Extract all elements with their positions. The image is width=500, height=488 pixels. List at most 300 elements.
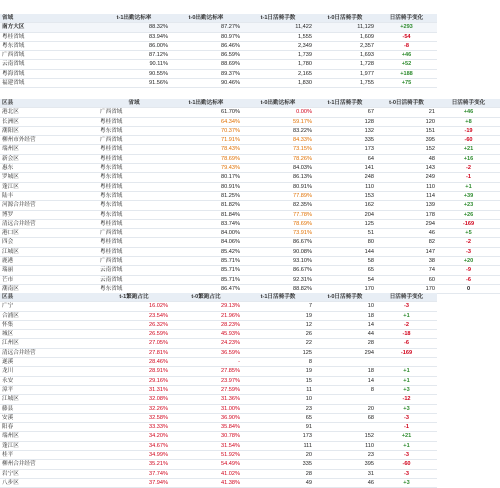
data-cell: 110 — [376, 182, 437, 191]
data-cell: 120 — [376, 117, 437, 126]
district-busy-ratio-header — [0, 293, 437, 302]
data-cell: 395 — [376, 136, 437, 145]
row-label-cell: 粤海省域 — [0, 69, 98, 78]
table-row[interactable] — [0, 32, 437, 41]
column-header[interactable]: 省域 — [98, 99, 170, 108]
column-header[interactable]: t-0日活骑手数 — [314, 293, 376, 302]
data-cell: 80.17% — [170, 173, 242, 182]
row-label-cell: 新会区 — [0, 154, 98, 163]
data-cell: 31.31% — [98, 385, 170, 394]
data-cell: 粤东省域 — [98, 164, 170, 173]
row-label-cell: 芒市 — [0, 275, 98, 284]
table-row[interactable] — [0, 210, 500, 219]
table-row[interactable] — [0, 432, 437, 441]
data-cell: 广西省域 — [98, 257, 170, 266]
data-cell: +39 — [437, 191, 500, 200]
data-cell: 110 — [314, 182, 376, 191]
data-cell: +3 — [376, 404, 437, 413]
data-cell: 83.74% — [170, 219, 242, 228]
table-row[interactable] — [0, 182, 500, 191]
column-header[interactable]: t-1日活骑手数 — [314, 99, 376, 108]
row-label-cell: 潮南区 — [0, 284, 98, 293]
data-cell: +293 — [376, 23, 437, 32]
data-cell: -2 — [437, 238, 500, 247]
data-cell: 153 — [314, 191, 376, 200]
data-cell: 0 — [437, 284, 500, 293]
row-label-cell: 永安 — [0, 376, 98, 385]
data-cell: +3 — [376, 385, 437, 394]
data-cell: 30.78% — [170, 432, 242, 441]
table-row[interactable] — [0, 275, 500, 284]
data-cell: 395 — [314, 460, 376, 469]
data-cell: 45.93% — [170, 330, 242, 339]
data-cell: 59.17% — [242, 117, 314, 126]
data-cell: 34.67% — [98, 441, 170, 450]
data-cell: 64.34% — [170, 117, 242, 126]
data-cell: 67 — [314, 108, 376, 117]
data-cell: 31.00% — [170, 404, 242, 413]
data-cell: 广西省域 — [98, 108, 170, 117]
row-label-cell: 清远合并经营 — [0, 348, 98, 357]
column-header[interactable]: 日活骑手变化 — [376, 293, 437, 302]
data-cell: 78.69% — [170, 154, 242, 163]
data-cell: 86.59% — [170, 51, 242, 60]
data-cell: 91 — [242, 423, 314, 432]
data-cell: 87.27% — [170, 23, 242, 32]
row-label-cell: 云南省域 — [0, 60, 98, 69]
data-cell: 36.59% — [170, 348, 242, 357]
data-cell: -3 — [376, 302, 437, 311]
row-label-cell: 端州区 — [0, 432, 98, 441]
data-cell: -60 — [376, 460, 437, 469]
data-cell: 23.97% — [170, 376, 242, 385]
data-cell: 80.91% — [170, 182, 242, 191]
data-cell: 92.31% — [242, 275, 314, 284]
table-row[interactable] — [0, 154, 500, 163]
data-cell: 1,728 — [314, 60, 376, 69]
data-cell: 86.67% — [242, 266, 314, 275]
data-cell: 65 — [314, 266, 376, 275]
data-cell: 8 — [314, 385, 376, 394]
table-row[interactable] — [0, 136, 500, 145]
table-row[interactable] — [0, 348, 437, 357]
data-cell: 170 — [314, 284, 376, 293]
data-cell: 1,780 — [242, 60, 314, 69]
table-row[interactable] — [0, 229, 500, 238]
data-cell: 7 — [242, 302, 314, 311]
data-cell: 88.32% — [98, 23, 170, 32]
data-cell: 粤桂省域 — [98, 219, 170, 228]
data-cell: 80.91% — [242, 182, 314, 191]
data-cell: 粤桂省域 — [98, 247, 170, 256]
data-cell: 26 — [242, 330, 314, 339]
data-cell: 粤桂省域 — [98, 145, 170, 154]
data-cell: +46 — [437, 108, 500, 117]
row-label-cell: 合浦区 — [0, 311, 98, 320]
row-label-cell: 漳平 — [0, 385, 98, 394]
column-header[interactable]: t-1出勤达标率 — [98, 14, 170, 23]
column-header[interactable]: t-1出勤达标率 — [170, 99, 242, 108]
data-cell: 81.25% — [170, 191, 242, 200]
data-cell: 34.20% — [98, 432, 170, 441]
row-label-cell: 蓬江区 — [0, 441, 98, 450]
data-cell: 110 — [314, 441, 376, 450]
column-header[interactable]: t-1繁跑占比 — [98, 293, 170, 302]
table-row[interactable] — [0, 413, 437, 422]
data-cell — [314, 358, 376, 367]
data-cell: 29.16% — [98, 376, 170, 385]
table-row[interactable] — [0, 238, 500, 247]
data-cell: 37.74% — [98, 469, 170, 478]
table-row[interactable] — [0, 311, 437, 320]
column-header[interactable]: t-0繁跑占比 — [170, 293, 242, 302]
column-header[interactable]: t-0日活骑手数 — [376, 99, 437, 108]
data-cell: 85.71% — [170, 275, 242, 284]
data-cell: 85.42% — [170, 247, 242, 256]
data-cell: 41.02% — [170, 469, 242, 478]
data-cell: 93.10% — [242, 257, 314, 266]
data-cell: 81.84% — [170, 210, 242, 219]
data-cell: - — [170, 358, 242, 367]
row-label-cell: 福建省域 — [0, 79, 98, 88]
data-cell: +23 — [437, 201, 500, 210]
data-cell: 90.55% — [98, 69, 170, 78]
data-cell: -9 — [437, 266, 500, 275]
data-cell: -2 — [437, 164, 500, 173]
data-cell: +21 — [437, 145, 500, 154]
data-cell: 27.59% — [170, 385, 242, 394]
data-cell: 广西省域 — [98, 229, 170, 238]
row-label-cell: 阳春 — [0, 423, 98, 432]
data-cell: -18 — [376, 330, 437, 339]
data-cell: 86.46% — [170, 41, 242, 50]
row-label-cell: 南方大区 — [0, 23, 98, 32]
data-cell: 91.56% — [98, 79, 170, 88]
data-cell: 21 — [376, 108, 437, 117]
table-row[interactable] — [0, 164, 500, 173]
data-cell: 33.33% — [98, 423, 170, 432]
data-cell: 125 — [242, 348, 314, 357]
data-cell: 49 — [242, 478, 314, 487]
table-row[interactable] — [0, 191, 500, 200]
data-cell: 28 — [242, 469, 314, 478]
table-row[interactable] — [0, 302, 437, 311]
data-cell: 35.84% — [170, 423, 242, 432]
data-cell: 1,977 — [314, 69, 376, 78]
data-cell: 19 — [242, 367, 314, 376]
table-row[interactable] — [0, 60, 437, 69]
data-cell: 26.32% — [98, 320, 170, 329]
row-label-cell: 陆丰 — [0, 191, 98, 200]
data-cell: 15 — [242, 376, 314, 385]
table-row[interactable] — [0, 478, 437, 487]
data-cell: 8 — [242, 358, 314, 367]
data-cell: 143 — [376, 164, 437, 173]
data-cell: 86.47% — [170, 284, 242, 293]
data-cell: 23 — [242, 404, 314, 413]
row-label-cell: 港北区 — [0, 108, 98, 117]
row-label-cell: 蓬江区 — [0, 182, 98, 191]
data-cell: 335 — [242, 460, 314, 469]
district-busy-ratio-table — [0, 293, 437, 488]
data-cell: 14 — [314, 376, 376, 385]
data-cell — [376, 358, 437, 367]
province-table — [0, 14, 437, 88]
data-cell: 132 — [314, 126, 376, 135]
table-row[interactable] — [0, 257, 500, 266]
data-cell: 10 — [314, 302, 376, 311]
data-cell: 87.12% — [98, 51, 170, 60]
data-cell: 335 — [314, 136, 376, 145]
table-row[interactable] — [0, 385, 437, 394]
column-header[interactable]: t-0日活骑手数 — [314, 14, 376, 23]
data-cell: 51 — [314, 229, 376, 238]
table-row[interactable] — [0, 117, 500, 126]
data-cell: -54 — [376, 32, 437, 41]
data-cell: +1 — [376, 376, 437, 385]
data-cell: 1,830 — [242, 79, 314, 88]
data-cell: 23.54% — [98, 311, 170, 320]
column-header[interactable]: t-1日活骑手数 — [242, 293, 314, 302]
data-cell: 128 — [314, 117, 376, 126]
data-cell: 89.37% — [170, 69, 242, 78]
table-row[interactable] — [0, 247, 500, 256]
data-cell: +26 — [437, 210, 500, 219]
data-cell: +5 — [437, 229, 500, 238]
data-cell: 294 — [376, 219, 437, 228]
column-header[interactable]: t-1日活骑手数 — [242, 14, 314, 23]
data-cell: -19 — [437, 126, 500, 135]
table-row[interactable] — [0, 451, 437, 460]
data-cell: 粤东省域 — [98, 210, 170, 219]
data-cell: 85.71% — [170, 266, 242, 275]
data-cell: 61.70% — [170, 108, 242, 117]
table-row[interactable] — [0, 330, 437, 339]
data-cell: 58 — [314, 257, 376, 266]
data-cell: 21.96% — [170, 311, 242, 320]
table-row[interactable] — [0, 460, 437, 469]
data-cell: 44 — [314, 330, 376, 339]
data-cell: 18 — [314, 367, 376, 376]
column-header[interactable]: 日活骑手变化 — [376, 14, 437, 23]
data-cell: -6 — [376, 339, 437, 348]
table-row[interactable] — [0, 69, 437, 78]
data-cell: -2 — [376, 320, 437, 329]
data-cell: 80 — [314, 238, 376, 247]
data-cell: 170 — [376, 284, 437, 293]
data-cell: +20 — [437, 257, 500, 266]
table-row[interactable] — [0, 79, 437, 88]
table-row[interactable] — [0, 108, 500, 117]
data-cell: 90.08% — [242, 247, 314, 256]
table-row[interactable] — [0, 320, 437, 329]
data-cell: 77.78% — [242, 210, 314, 219]
table-row[interactable] — [0, 339, 437, 348]
table-row[interactable] — [0, 441, 437, 450]
table-row[interactable] — [0, 367, 437, 376]
data-cell: 151 — [376, 126, 437, 135]
row-label-cell: 鹿港 — [0, 257, 98, 266]
data-cell: 173 — [314, 145, 376, 154]
data-cell: +1 — [376, 367, 437, 376]
data-cell: 18 — [314, 311, 376, 320]
data-cell: 84.00% — [170, 229, 242, 238]
data-cell: 80.97% — [170, 32, 242, 41]
data-cell: 31.54% — [170, 441, 242, 450]
data-cell: -8 — [376, 41, 437, 50]
data-cell: -169 — [376, 348, 437, 357]
data-cell: -1 — [376, 423, 437, 432]
data-cell: 73.91% — [242, 229, 314, 238]
column-header[interactable]: t-0出勤达标率 — [242, 99, 314, 108]
data-cell: 71.91% — [170, 136, 242, 145]
data-cell: 35.21% — [98, 460, 170, 469]
data-cell: 粤东省域 — [98, 201, 170, 210]
data-cell: 22 — [242, 339, 314, 348]
data-cell: -3 — [376, 451, 437, 460]
row-label-cell: 博罗 — [0, 210, 98, 219]
column-header[interactable]: 省域 — [0, 14, 98, 23]
table-row[interactable] — [0, 395, 437, 404]
column-header[interactable]: 区县 — [0, 99, 98, 108]
data-cell: 粤桂省域 — [98, 117, 170, 126]
data-cell: -1 — [437, 173, 500, 182]
row-label-cell: 广西省域 — [0, 51, 98, 60]
data-cell: 46 — [314, 478, 376, 487]
row-label-cell: 怀集 — [0, 320, 98, 329]
data-cell: 27.05% — [98, 339, 170, 348]
data-cell: 32.58% — [98, 413, 170, 422]
data-cell: 0.00% — [242, 108, 314, 117]
data-cell: 1,609 — [314, 32, 376, 41]
row-label-cell: 罗城区 — [0, 173, 98, 182]
table-row[interactable] — [0, 41, 437, 50]
row-label-cell: 岩宁区 — [0, 469, 98, 478]
data-cell: 27.81% — [98, 348, 170, 357]
data-cell: 28.91% — [98, 367, 170, 376]
table-row[interactable] — [0, 219, 500, 228]
data-cell: 88.82% — [242, 284, 314, 293]
row-label-cell: 端州区 — [0, 145, 98, 154]
data-cell: 144 — [314, 247, 376, 256]
row-label-cell: 粤桂省域 — [0, 32, 98, 41]
table-row[interactable] — [0, 376, 437, 385]
row-label-cell: 江城区 — [0, 395, 98, 404]
data-cell: 1,555 — [242, 32, 314, 41]
table-row[interactable] — [0, 126, 500, 135]
data-cell: 68 — [314, 413, 376, 422]
row-label-cell: 河源合并经营 — [0, 201, 98, 210]
row-label-cell: 长洲区 — [0, 117, 98, 126]
data-cell: 20 — [242, 451, 314, 460]
data-cell: +16 — [437, 154, 500, 163]
data-cell: -12 — [376, 395, 437, 404]
data-cell: +1 — [376, 311, 437, 320]
data-cell: 248 — [314, 173, 376, 182]
data-cell: 2,349 — [242, 41, 314, 50]
row-label-cell: 江州区 — [0, 339, 98, 348]
data-cell: 26.59% — [98, 330, 170, 339]
data-cell: 82 — [376, 238, 437, 247]
data-cell: 2,165 — [242, 69, 314, 78]
row-label-cell: 清远合并经营 — [0, 219, 98, 228]
column-header[interactable]: 区县 — [0, 293, 98, 302]
data-cell: 90.11% — [98, 60, 170, 69]
table-row[interactable] — [0, 358, 437, 367]
data-cell: 249 — [376, 173, 437, 182]
data-cell: +3 — [376, 478, 437, 487]
data-cell: -3 — [376, 469, 437, 478]
table-row[interactable] — [0, 423, 437, 432]
data-cell: 54.49% — [170, 460, 242, 469]
data-cell: 83.94% — [98, 32, 170, 41]
data-cell: 32.08% — [98, 395, 170, 404]
data-cell: 77.89% — [242, 191, 314, 200]
data-cell: 34.99% — [98, 451, 170, 460]
data-cell: 粤桂省域 — [98, 154, 170, 163]
data-cell: 19 — [242, 311, 314, 320]
row-label-cell: 柳州市外经营 — [0, 136, 98, 145]
data-cell: 云南省域 — [98, 266, 170, 275]
row-label-cell: 江城区 — [0, 247, 98, 256]
data-cell: 82.35% — [242, 201, 314, 210]
data-cell: 125 — [314, 219, 376, 228]
data-cell: 51.92% — [170, 451, 242, 460]
row-label-cell: 龙川 — [0, 367, 98, 376]
data-cell: -6 — [437, 275, 500, 284]
data-cell: 粤东省域 — [98, 284, 170, 293]
data-cell: 78.69% — [242, 219, 314, 228]
data-cell: 86.67% — [242, 238, 314, 247]
data-cell: 31 — [314, 469, 376, 478]
table-row[interactable] — [0, 173, 500, 182]
table-row[interactable] — [0, 201, 500, 210]
data-cell — [314, 423, 376, 432]
data-cell: 20 — [314, 404, 376, 413]
data-cell: 78.26% — [242, 154, 314, 163]
data-cell: 147 — [376, 247, 437, 256]
data-cell: 84.33% — [242, 136, 314, 145]
row-label-cell: 柳州合并经营 — [0, 460, 98, 469]
table-row[interactable] — [0, 266, 500, 275]
data-cell: 46 — [376, 229, 437, 238]
data-cell: -3 — [376, 413, 437, 422]
data-cell: 84.06% — [170, 238, 242, 247]
data-cell: 79.43% — [170, 164, 242, 173]
data-cell: 11,422 — [242, 23, 314, 32]
data-cell: 141 — [314, 164, 376, 173]
data-cell: 27.85% — [170, 367, 242, 376]
data-cell: 83.22% — [242, 126, 314, 135]
data-cell: 1,693 — [314, 51, 376, 60]
table-row[interactable] — [0, 145, 500, 154]
table-row[interactable] — [0, 404, 437, 413]
row-label-cell: 粤东省域 — [0, 41, 98, 50]
table-row[interactable] — [0, 23, 437, 32]
data-cell: 23 — [314, 451, 376, 460]
data-cell: 54 — [314, 275, 376, 284]
data-cell: 38 — [376, 257, 437, 266]
data-cell: 73.15% — [242, 145, 314, 154]
table-row[interactable] — [0, 51, 437, 60]
data-cell: -3 — [437, 247, 500, 256]
data-cell: +188 — [376, 69, 437, 78]
column-header[interactable]: t-0出勤达标率 — [170, 14, 242, 23]
column-header[interactable]: 日活骑手变化 — [437, 99, 500, 108]
data-cell: 28.23% — [170, 320, 242, 329]
data-cell: 64 — [314, 154, 376, 163]
data-cell: 粤东省域 — [98, 126, 170, 135]
